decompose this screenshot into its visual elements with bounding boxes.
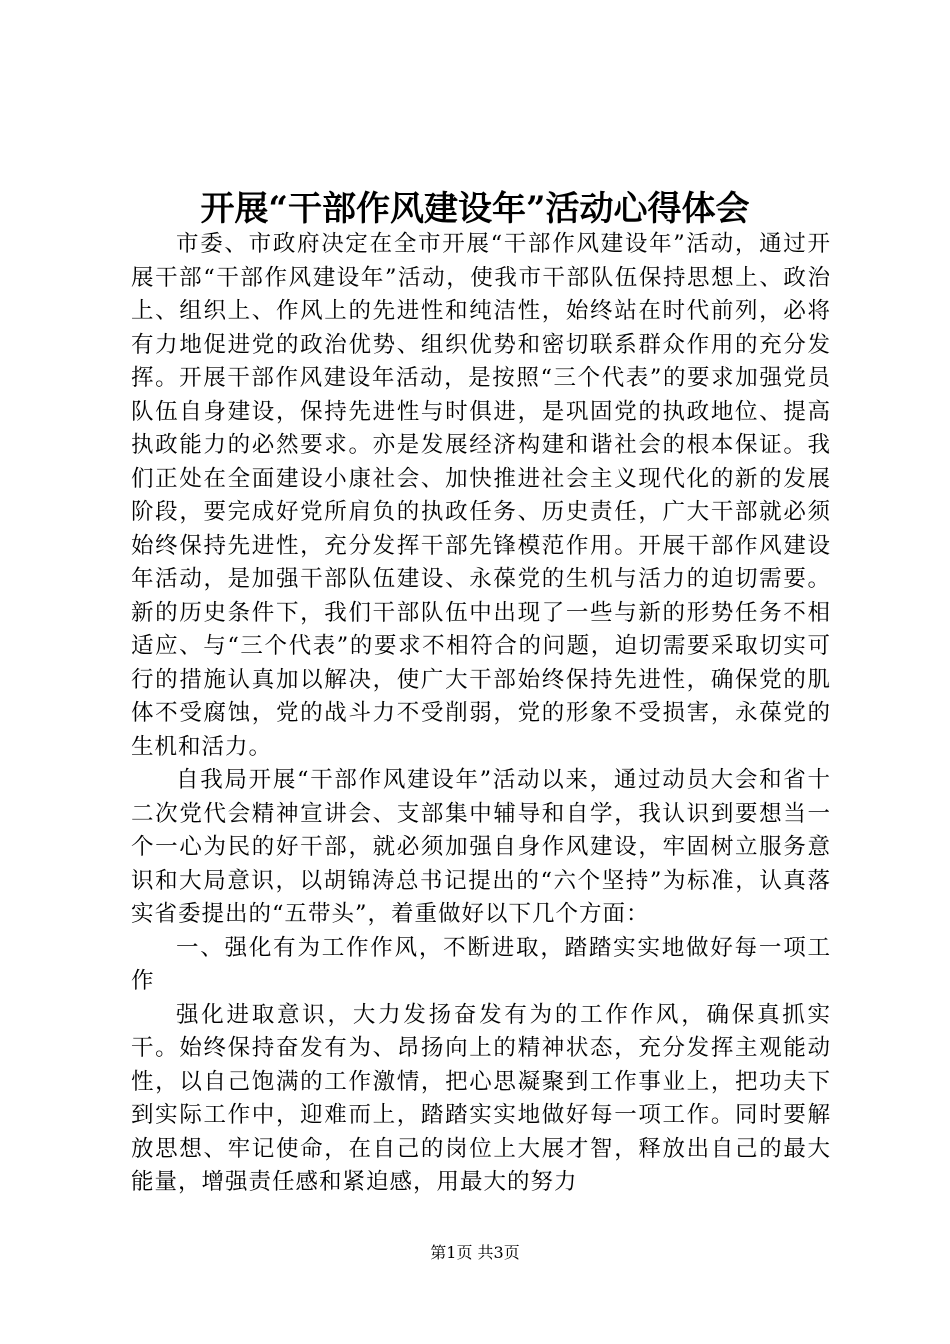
paragraph-overview: 自我局开展“干部作风建设年”活动以来，通过动员大会和省十二次党代会精神宣讲会、支部集中辅导和自学，我认识到要想当一个一心为民的好干部，就必须加强自身作风建设，牢固树立服务意识和大局意识，以胡锦涛总书记提出的“六个坚持”为标准，认真落实省委提出的“五带头”，着重做好以下几个方面： <box>131 767 831 927</box>
paragraph-intro: 市委、市政府决定在全市开展“干部作风建设年”活动，通过开展干部“干部作风建设年”活动，使我市干部队伍保持思想上、政治上、组织上、作风上的先进性和纯洁性，始终站在时代前列，必将有力地促进党的政治优势、组织优势和密切联系群众作用的充分发挥。开展干部作风建设年活动，是按照“三个代表”的要求加强党员队伍自身建设，保持先进性与时俱进，是巩固党的执政地位、提高执政能力的必然要求。亦是发展经济构建和谐社会的根本保证。我们正处在全面建设小康社会、加快推进社会主义现代化的新的发展阶段，要完成好党所肩负的执政任务、历史责任，广大干部就必须始终保持先进性，充分发挥干部先锋模范作用。开展干部作风建设年活动，是加强干部队伍建设、永葆党的生机与活力的迫切需要。新的历史条件下，我们干部队伍中出现了一些与新的形势任务不相适应、与“三个代表”的要求不相符合的问题，迫切需要采取切实可行的措施认真加以解决，使广大干部始终保持先进性，确保党的肌体不受腐蚀，党的战斗力不受削弱，党的形象不受损害，永葆党的生机和活力。 <box>131 231 831 760</box>
document-body <box>131 228 831 1200</box>
document-title: 开展“干部作风建设年”活动心得体会 <box>200 189 750 229</box>
page-footer: 第1页 共3页 <box>430 1243 520 1262</box>
paragraph-section-1: 强化进取意识，大力发扬奋发有为的工作作风，确保真抓实干。始终保持奋发有为、昂扬向上的精神状态，充分发挥主观能动性，以自己饱满的工作激情，把心思凝聚到工作事业上，把功夫下到实际工作中，迎难而上，踏踏实实地做好每一项工作。同时要解放思想、牢记使命，在自己的岗位上大展才智，释放出自己的最大能量，增强责任感和紧迫感，用最大的努力 <box>131 1001 831 1195</box>
section-heading-1: 一、强化有为工作作风，不断进取，踏踏实实地做好每一项工作 <box>131 934 831 994</box>
